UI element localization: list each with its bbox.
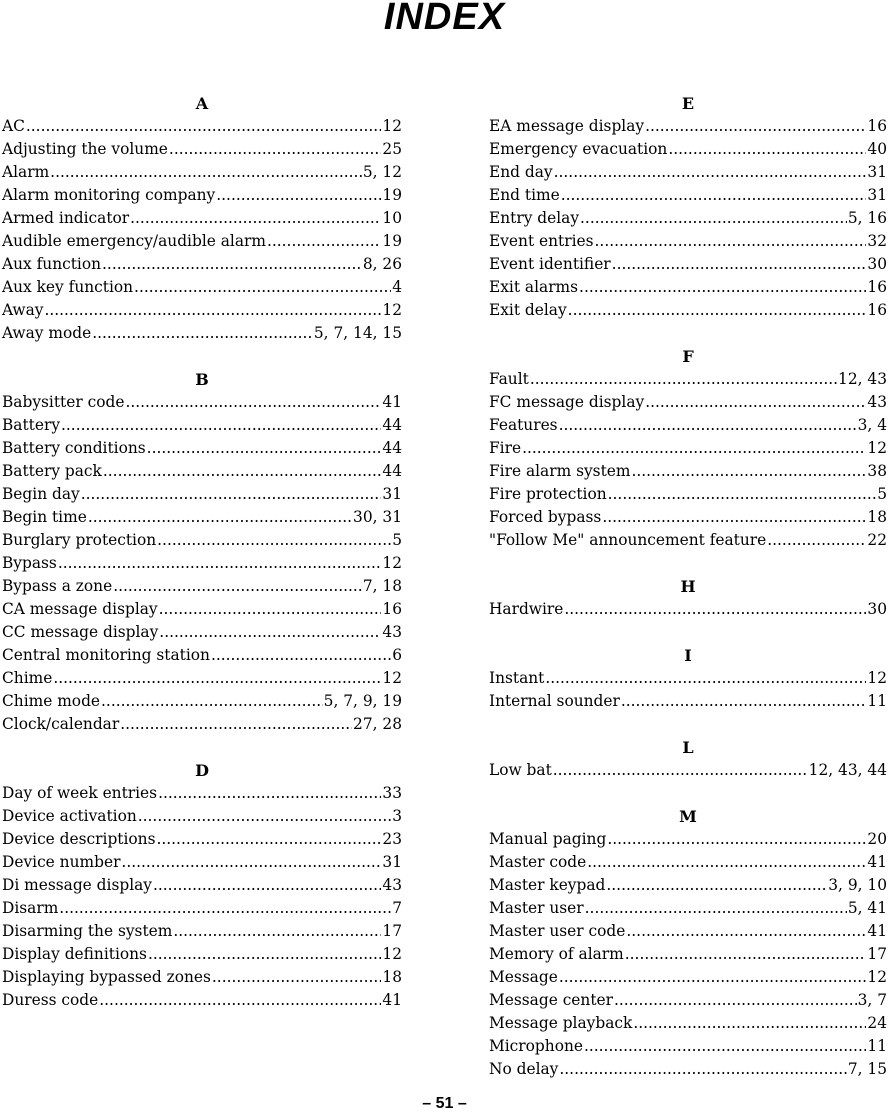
index-term: Adjusting the volume	[2, 140, 168, 158]
index-term: Exit delay	[489, 301, 567, 319]
index-term: Device descriptions	[2, 830, 156, 848]
index-pages: 31	[867, 186, 887, 204]
dot-leader	[212, 966, 382, 989]
dot-leader	[121, 851, 381, 874]
dot-leader	[626, 920, 866, 943]
index-entry	[2, 966, 402, 989]
index-section-i	[489, 644, 887, 713]
index-term: Burglary protection	[2, 531, 157, 549]
index-entry	[489, 1035, 887, 1058]
index-term: Battery pack	[2, 462, 102, 480]
index-term: Master code	[489, 853, 587, 871]
index-term: Memory of alarm	[489, 945, 624, 963]
index-term: Master user code	[489, 922, 626, 940]
index-term: Aux function	[2, 255, 102, 273]
index-term: Begin time	[2, 508, 87, 526]
dot-leader	[101, 690, 323, 713]
index-entry	[489, 598, 887, 621]
index-term: Disarm	[2, 899, 59, 917]
index-pages: 24	[867, 1014, 887, 1032]
index-entry	[2, 621, 402, 644]
index-pages: 44	[382, 439, 402, 457]
index-pages: 11	[867, 1037, 887, 1055]
dot-leader	[58, 552, 382, 575]
section-letter: F	[682, 347, 694, 366]
index-term: Hardwire	[489, 600, 564, 618]
index-entry	[489, 161, 887, 184]
index-term: Bypass a zone	[2, 577, 113, 595]
index-entry	[2, 667, 402, 690]
index-entry	[489, 230, 887, 253]
index-entry	[2, 690, 402, 713]
index-entry	[2, 161, 402, 184]
index-pages: 43	[382, 876, 402, 894]
dot-leader	[645, 391, 866, 414]
index-section-a	[2, 92, 402, 345]
index-pages: 10	[382, 209, 402, 227]
index-term: AC	[2, 117, 25, 135]
index-term: Aux key function	[2, 278, 134, 296]
index-pages: 40	[867, 140, 887, 158]
index-term: Device activation	[2, 807, 137, 825]
dot-leader	[595, 230, 867, 253]
dot-leader	[545, 667, 866, 690]
index-pages: 5, 7, 9, 19	[323, 692, 402, 710]
index-term: Forced bypass	[489, 508, 602, 526]
index-entry	[2, 989, 402, 1012]
dot-leader	[157, 529, 391, 552]
index-entry	[2, 897, 402, 920]
index-pages: 19	[382, 232, 402, 250]
index-pages: 16	[382, 600, 402, 618]
index-entry	[489, 759, 887, 782]
dot-leader	[621, 690, 867, 713]
index-term: Features	[489, 416, 558, 434]
index-term: Battery conditions	[2, 439, 146, 457]
index-pages: 3, 4	[857, 416, 887, 434]
index-term: Displaying bypassed zones	[2, 968, 211, 986]
index-entry	[2, 276, 402, 299]
index-pages: 30	[867, 600, 887, 618]
dot-leader	[59, 897, 391, 920]
dot-leader	[585, 897, 847, 920]
dot-leader	[26, 115, 382, 138]
dot-leader	[159, 621, 381, 644]
index-entry	[489, 253, 887, 276]
index-pages: 12, 43, 44	[808, 761, 887, 779]
index-pages: 38	[867, 462, 887, 480]
dot-leader	[88, 506, 352, 529]
index-pages: 8, 26	[362, 255, 402, 273]
index-term: Duress code	[2, 991, 99, 1009]
index-pages: 12, 43	[838, 370, 887, 388]
index-pages: 5, 41	[847, 899, 887, 917]
index-entry	[2, 943, 402, 966]
index-pages: 41	[867, 853, 887, 871]
dot-leader	[580, 207, 847, 230]
index-entry	[2, 713, 402, 736]
index-column-right	[489, 92, 887, 1104]
index-pages: 12	[867, 968, 887, 986]
index-pages: 3, 9, 10	[828, 876, 887, 894]
index-term: Message playback	[489, 1014, 633, 1032]
section-letter: M	[679, 807, 697, 826]
index-term: Event entries	[489, 232, 594, 250]
index-pages: 11	[867, 692, 887, 710]
index-pages: 43	[867, 393, 887, 411]
index-term: Away mode	[2, 324, 92, 342]
index-entry	[2, 575, 402, 598]
index-term: Internal sounder	[489, 692, 620, 710]
dot-leader	[148, 943, 381, 966]
index-term: Fire alarm system	[489, 462, 631, 480]
dot-leader	[579, 276, 866, 299]
index-entry	[2, 391, 402, 414]
dot-leader	[153, 874, 381, 897]
index-pages: 27, 28	[353, 715, 402, 733]
section-letter: E	[681, 94, 695, 113]
section-letter: H	[680, 577, 696, 596]
dot-leader	[120, 713, 352, 736]
index-pages: 7, 15	[847, 1060, 887, 1078]
dot-leader	[92, 322, 313, 345]
dot-leader	[559, 1058, 846, 1081]
dot-leader	[584, 1035, 866, 1058]
dot-leader	[130, 207, 381, 230]
index-term: EA message display	[489, 117, 645, 135]
index-pages: 25	[382, 140, 402, 158]
index-section-l	[489, 736, 887, 782]
section-letter: B	[195, 370, 209, 389]
index-pages: 12	[382, 945, 402, 963]
index-entry	[2, 805, 402, 828]
index-entry	[2, 299, 402, 322]
index-entry	[489, 460, 887, 483]
index-pages: 19	[382, 186, 402, 204]
index-pages: 17	[867, 945, 887, 963]
index-pages: 16	[867, 278, 887, 296]
dot-leader	[553, 759, 808, 782]
index-term: Away	[2, 301, 44, 319]
index-pages: 30	[867, 255, 887, 273]
index-pages: 12	[382, 301, 402, 319]
index-entry	[489, 920, 887, 943]
index-entry	[2, 644, 402, 667]
index-entry	[2, 506, 402, 529]
index-pages: 22	[867, 531, 887, 549]
dot-leader	[53, 667, 381, 690]
index-entry	[2, 230, 402, 253]
dot-leader	[156, 828, 381, 851]
index-pages: 18	[867, 508, 887, 526]
dot-leader	[99, 989, 381, 1012]
index-entry	[489, 483, 887, 506]
index-entry	[489, 828, 887, 851]
index-column-left	[2, 92, 402, 1035]
dot-leader	[559, 966, 867, 989]
index-pages: 5, 12	[362, 163, 402, 181]
index-term: Disarming the system	[2, 922, 173, 940]
dot-leader	[614, 989, 857, 1012]
dot-leader	[169, 138, 381, 161]
page-title: INDEX	[383, 0, 506, 38]
dot-leader	[633, 1012, 866, 1035]
index-term: Chime	[2, 669, 53, 687]
index-term: Fire	[489, 439, 522, 457]
index-entry	[2, 138, 402, 161]
index-pages: 4	[392, 278, 402, 296]
index-entry	[2, 253, 402, 276]
index-section-f	[489, 345, 887, 552]
index-pages: 44	[382, 462, 402, 480]
index-entry	[489, 690, 887, 713]
dot-leader	[211, 644, 391, 667]
index-entry	[2, 598, 402, 621]
index-entry	[489, 184, 887, 207]
dot-leader	[612, 253, 867, 276]
index-entry	[2, 851, 402, 874]
dot-leader	[554, 161, 867, 184]
index-pages: 23	[382, 830, 402, 848]
index-pages: 12	[867, 439, 887, 457]
dot-leader	[668, 138, 866, 161]
index-entry	[2, 414, 402, 437]
section-letter: D	[195, 761, 209, 780]
index-term: Di message display	[2, 876, 152, 894]
dot-leader	[158, 782, 381, 805]
dot-leader	[267, 230, 381, 253]
index-term: Clock/calendar	[2, 715, 120, 733]
index-term: Message	[489, 968, 558, 986]
dot-leader	[564, 598, 866, 621]
index-term: Emergency evacuation	[489, 140, 668, 158]
index-section-m	[489, 805, 887, 1081]
index-entry	[2, 207, 402, 230]
index-term: "Follow Me" announcement feature	[489, 531, 767, 549]
index-pages: 3	[392, 807, 402, 825]
index-term: Alarm	[2, 163, 50, 181]
index-pages: 12	[382, 117, 402, 135]
index-entry	[489, 1058, 887, 1081]
index-pages: 44	[382, 416, 402, 434]
dot-leader	[587, 851, 866, 874]
index-pages: 7, 18	[362, 577, 402, 595]
index-entry	[489, 851, 887, 874]
index-section-e	[489, 92, 887, 322]
index-term: Begin day	[2, 485, 80, 503]
index-term: Event identifier	[489, 255, 611, 273]
index-term: FC message display	[489, 393, 645, 411]
dot-leader	[113, 575, 362, 598]
index-entry	[2, 874, 402, 897]
index-term: Bypass	[2, 554, 57, 572]
index-pages: 20	[867, 830, 887, 848]
index-term: Fire protection	[489, 485, 607, 503]
page-number: – 51 –	[422, 1095, 467, 1112]
index-pages: 30, 31	[353, 508, 402, 526]
index-term: Exit alarms	[489, 278, 579, 296]
index-entry	[2, 322, 402, 345]
index-entry	[489, 299, 887, 322]
index-entry	[489, 897, 887, 920]
index-term: Audible emergency/audible alarm	[2, 232, 266, 250]
dot-leader	[134, 276, 391, 299]
index-pages: 16	[867, 117, 887, 135]
index-term: Master user	[489, 899, 584, 917]
index-entry	[489, 368, 887, 391]
index-pages: 32	[867, 232, 887, 250]
dot-leader	[602, 506, 866, 529]
index-term: End day	[489, 163, 553, 181]
index-entry	[489, 529, 887, 552]
index-section-h	[489, 575, 887, 621]
dot-leader	[125, 391, 381, 414]
index-term: Armed indicator	[2, 209, 130, 227]
index-entry	[489, 414, 887, 437]
index-entry	[489, 207, 887, 230]
index-term: Day of week entries	[2, 784, 158, 802]
section-letter: A	[195, 94, 209, 113]
index-term: CA message display	[2, 600, 158, 618]
index-entry	[2, 782, 402, 805]
index-section-b	[2, 368, 402, 736]
index-term: Message center	[489, 991, 613, 1009]
index-entry	[489, 391, 887, 414]
index-section-d	[2, 759, 402, 1012]
index-pages: 18	[382, 968, 402, 986]
index-pages: 41	[382, 393, 402, 411]
dot-leader	[561, 184, 867, 207]
index-pages: 16	[867, 301, 887, 319]
index-entry	[2, 483, 402, 506]
dot-leader	[625, 943, 867, 966]
dot-leader	[522, 437, 866, 460]
index-pages: 43	[382, 623, 402, 641]
index-term: Device number	[2, 853, 121, 871]
index-pages: 31	[382, 485, 402, 503]
index-term: Display definitions	[2, 945, 147, 963]
index-entry	[489, 506, 887, 529]
dot-leader	[81, 483, 382, 506]
index-pages: 5, 16	[847, 209, 887, 227]
dot-leader	[645, 115, 866, 138]
index-entry	[489, 276, 887, 299]
index-pages: 12	[382, 669, 402, 687]
index-term: Instant	[489, 669, 545, 687]
dot-leader	[61, 414, 381, 437]
index-entry	[489, 138, 887, 161]
index-pages: 5	[392, 531, 402, 549]
dot-leader	[767, 529, 866, 552]
index-term: Manual paging	[489, 830, 607, 848]
index-entry	[489, 115, 887, 138]
index-pages: 17	[382, 922, 402, 940]
index-entry	[489, 437, 887, 460]
index-term: Battery	[2, 416, 61, 434]
index-entry	[2, 552, 402, 575]
dot-leader	[103, 460, 382, 483]
index-entry	[2, 529, 402, 552]
index-pages: 12	[382, 554, 402, 572]
index-term: Babysitter code	[2, 393, 125, 411]
dot-leader	[138, 805, 391, 828]
index-term: CC message display	[2, 623, 159, 641]
index-entry	[2, 828, 402, 851]
dot-leader	[216, 184, 381, 207]
index-entry	[489, 1012, 887, 1035]
index-pages: 33	[382, 784, 402, 802]
index-term: No delay	[489, 1060, 559, 1078]
index-entry	[489, 989, 887, 1012]
index-pages: 7	[392, 899, 402, 917]
section-letter: L	[682, 738, 694, 757]
index-term: Chime mode	[2, 692, 101, 710]
index-entry	[2, 184, 402, 207]
index-term: Master keypad	[489, 876, 606, 894]
dot-leader	[608, 483, 877, 506]
index-term: Central monitoring station	[2, 646, 210, 664]
dot-leader	[173, 920, 381, 943]
dot-leader	[159, 598, 382, 621]
dot-leader	[568, 299, 867, 322]
index-entry	[2, 437, 402, 460]
index-entry	[2, 460, 402, 483]
index-pages: 12	[867, 669, 887, 687]
index-pages: 41	[382, 991, 402, 1009]
index-pages: 41	[867, 922, 887, 940]
index-entry	[489, 943, 887, 966]
index-term: Low bat	[489, 761, 552, 779]
section-letter: I	[684, 646, 692, 665]
dot-leader	[607, 828, 866, 851]
index-term: Alarm monitoring company	[2, 186, 216, 204]
index-entry	[2, 920, 402, 943]
index-term: Fault	[489, 370, 529, 388]
dot-leader	[102, 253, 362, 276]
index-pages: 31	[382, 853, 402, 871]
index-pages: 3, 7	[857, 991, 887, 1009]
index-pages: 6	[392, 646, 402, 664]
index-entry	[489, 667, 887, 690]
dot-leader	[147, 437, 382, 460]
dot-leader	[559, 414, 857, 437]
index-pages: 31	[867, 163, 887, 181]
index-entry	[489, 874, 887, 897]
dot-leader	[50, 161, 362, 184]
dot-leader	[631, 460, 866, 483]
dot-leader	[530, 368, 837, 391]
index-term: Entry delay	[489, 209, 580, 227]
index-pages: 5, 7, 14, 15	[313, 324, 402, 342]
index-term: Microphone	[489, 1037, 583, 1055]
dot-leader	[606, 874, 827, 897]
index-pages: 5	[877, 485, 887, 503]
index-term: End time	[489, 186, 560, 204]
index-entry	[2, 115, 402, 138]
index-entry	[489, 966, 887, 989]
dot-leader	[44, 299, 381, 322]
